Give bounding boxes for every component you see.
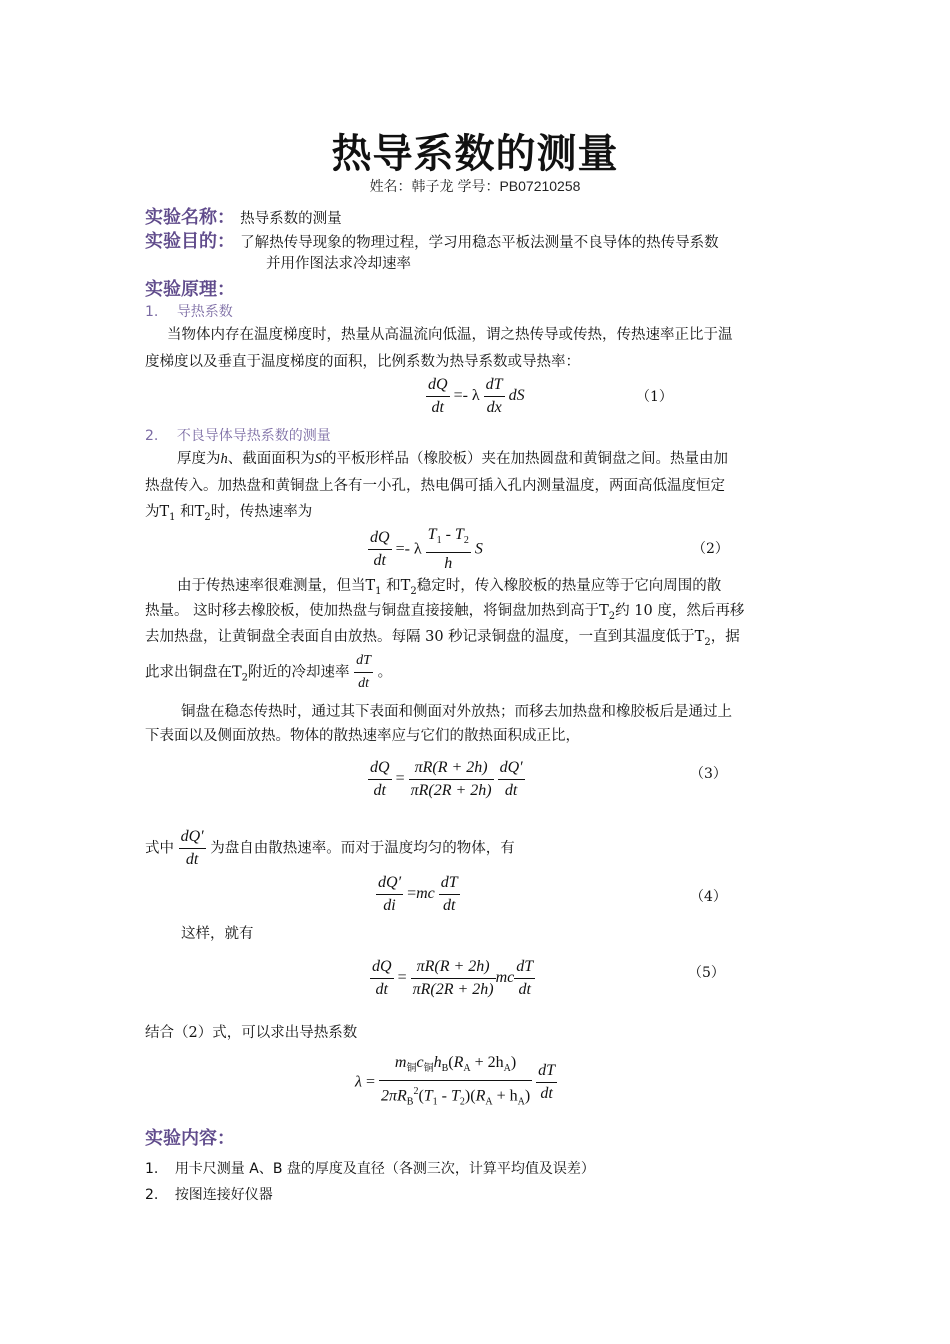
principle-label: 实验原理： xyxy=(145,279,235,300)
author-line: 姓名：韩子龙 学号：PB07210258 xyxy=(369,178,581,194)
para2-line2: 热盘传入。加热盘和黄铜盘上各有一小孔，热电偶可插入孔内测量温度，两面高低温度恒定 xyxy=(145,478,725,494)
para5: 式中 $\frac{dQ'}{dt}$ 为盘自由散热速率。而对于温度均匀的物体，有 xyxy=(145,828,515,868)
purpose-line2: 并用作图法求冷却速率 xyxy=(266,256,411,272)
para1-line1: 当物体内存在温度梯度时，热量从高温流向低温，谓之热传导或传热，传热速率正比于温 xyxy=(167,327,733,343)
eq1-number: （1） xyxy=(636,389,673,405)
para3-line2: 热量。 这时移去橡胶板，使加热盘与铜盘直接接触，将铜盘加热到高于$T_2$约 10 度，然后再移 xyxy=(145,603,745,622)
eq2-number: （2） xyxy=(692,541,729,557)
content-item-2: 2. 按图连接好仪器 xyxy=(145,1187,273,1203)
content-label: 实验内容： xyxy=(145,1128,235,1149)
sub2-num: 2. xyxy=(145,428,159,444)
sub-heading-2 xyxy=(145,425,331,445)
para2-line3: 为$T_1$ 和$T_2$时，传热速率为 xyxy=(145,504,313,523)
para4-line2: 下表面以及侧面放热。物体的散热速率应与它们的散热面积成正比， xyxy=(145,728,580,744)
equation-3: $\frac{dQ}{dt}$ = $\frac{\pi R(R + 2h)}{\pi R(2R + 2h)}$ $\frac{dQ'}{dt}$ xyxy=(370,759,523,799)
equation-1: $\frac{dQ}{dt}$ =- λ $\frac{dT}{dx}$ dS xyxy=(428,376,525,416)
sub2-title: 不良导体导热系数的测量 xyxy=(176,428,331,444)
page-title: 热导系数的测量 xyxy=(331,131,619,177)
para3-line1: 由于传热速率很难测量，但当$T_1$ 和$T_2$稳定时，传入橡胶板的热量应等于它向周围的散 xyxy=(177,578,722,597)
para6: 这样，就有 xyxy=(181,926,254,942)
purpose-label: 实验目的： xyxy=(145,231,235,252)
eq4-number: （4） xyxy=(690,889,727,905)
equation-4: $\frac{dQ'}{di}$ =mc $\frac{dT}{dt}$ xyxy=(378,874,458,914)
lambda-formula: λ = $\frac{m_铜c_铜h_B(R_A + 2h_A)}{2\pi R_B^2(T_1 - T_2)(R_A + h_A)}$ $\frac{dT}{dt}$ xyxy=(355,1054,556,1108)
equation-5: $\frac{dQ}{dt}$ = $\frac{\pi R(R + 2h)}{\pi R(2R + 2h)}$ mc $\frac{dT}{dt}$ xyxy=(372,958,534,998)
equation-2: $\frac{dQ}{dt}$ =- λ $\frac{T_1 - T_2}{h}$ S xyxy=(370,526,483,573)
para4-line1: 铜盘在稳态传热时，通过其下表面和侧面对外放热；而移去加热盘和橡胶板后是通过上 xyxy=(181,704,732,720)
para2-line1: 厚度为h、截面面积为S的平板形样品（橡胶板）夹在加热圆盘和黄铜盘之间。热量由加 xyxy=(177,451,728,467)
eq3-number: （3） xyxy=(690,766,727,782)
para1-line2: 度梯度以及垂直于温度梯度的面积，比例系数为热导系数或导热率： xyxy=(145,354,580,370)
para3-line3: 去加热盘，让黄铜盘全表面自由放热。每隔 30 秒记录铜盘的温度，一直到其温度低于$T_2$，据 xyxy=(145,629,740,648)
purpose-section xyxy=(145,227,719,253)
para3-line4: 此求出铜盘在$T_2$附近的冷却速率 $\frac{dT}{dt}$ 。 xyxy=(145,650,392,695)
purpose-line1: 了解热传导现象的物理过程，学习用稳态平板法测量不良导体的热传导系数 xyxy=(240,235,719,251)
name-text: 热导系数的测量 xyxy=(240,211,342,227)
sub-heading-1 xyxy=(145,301,233,321)
content-item-1: 1. 用卡尺测量 A、B 盘的厚度及直径（各测三次，计算平均值及误差） xyxy=(145,1161,595,1177)
para7: 结合（2）式，可以求出导热系数 xyxy=(145,1025,358,1041)
name-label: 实验名称： xyxy=(145,207,235,228)
sub1-title: 导热系数 xyxy=(176,304,233,320)
eq5-number: （5） xyxy=(688,965,725,981)
sub1-num: 1. xyxy=(145,304,159,320)
name-section xyxy=(145,203,342,229)
